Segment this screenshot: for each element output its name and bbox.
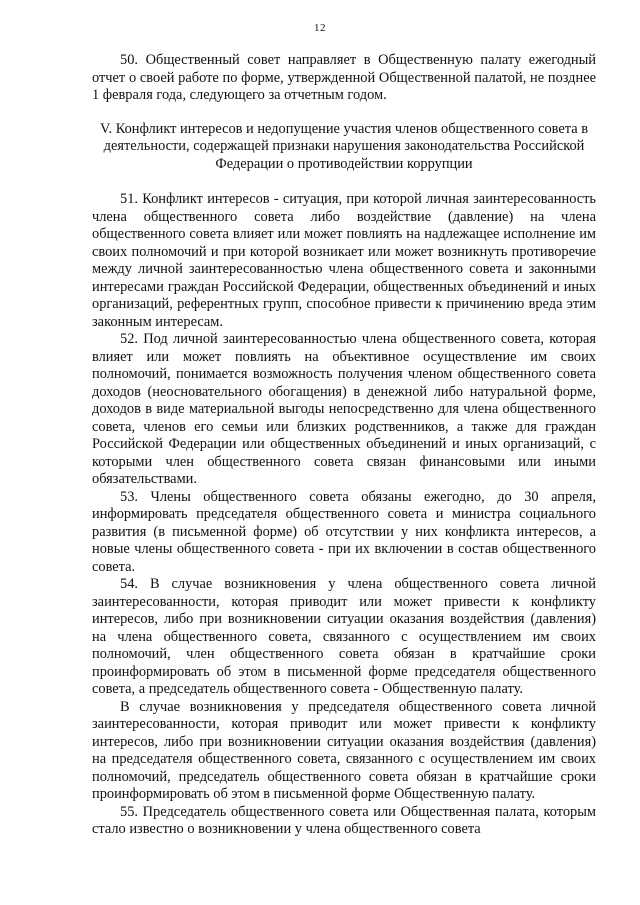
page-number: 12 (314, 22, 326, 34)
paragraph-53: 53. Члены общественного совета обязаны ежегодно, до 30 апреля, информировать председателя общественного совета и министра социального развития (в письменной форме) об отсутствии у них конфликта интересов, а новые члены общественного совета - при их включении в состав общественного совета. (92, 488, 596, 575)
paragraph-51: 51. Конфликт интересов - ситуация, при которой личная заинтересованность члена общественного совета либо воздействие (давление) на члена общественного совета влияет или может повлиять на надлежащее исполнение им своих полномочий и при которой возникает или может возникнуть противоречие между личной заинтересованностью члена общественного совета и законными интересами граждан Российской Федерации, общественных объединений и иных организаций, референтных групп, способное привести к причинению вреда этим законным интересам. (92, 191, 596, 330)
paragraph-54-continuation: В случае возникновения у председателя общественного совета личной заинтересованности, которая приводит или может привести к конфликту интересов, либо при возникновении ситуации оказания воздействия (давления) на председателя общественного совета, связанного с осуществлением им своих полномочий, председатель общественного совета обязан в кратчайшие сроки проинформировать об этом в письменной форме Общественную палату. (92, 698, 596, 802)
document-body (92, 52, 596, 839)
paragraph-54: 54. В случае возникновения у члена общественного совета личной заинтересованности, которая приводит или может привести к конфликту интересов, либо при возникновении ситуации оказания воздействия (давления) на члена общественного совета, связанного с осуществлением им своих полномочий, член общественного совета обязан в кратчайшие сроки проинформировать об этом в письменной форме председателя общественного совета, а председатель общественного совета - Общественную палату. (92, 576, 596, 697)
paragraph-55: 55. Председатель общественного совета или Общественная палата, которым стало известно о возникновении у члена общественного совета (92, 803, 596, 837)
paragraph-52: 52. Под личной заинтересованностью члена общественного совета, которая влияет или может повлиять на объективное осуществление им своих полномочий, понимается возможность получения членом общественного совета доходов (неосновательного обогащения) в денежной либо натуральной форме, доходов в виде материальной выгоды непосредственно для члена общественного совета, членов его семьи или близких родственников, а также для граждан Российской Федерации или общественных объединений и иных организаций, с которыми член общественного совета связан финансовыми или иными обязательствами. (92, 331, 596, 487)
section-heading: V. Конфликт интересов и недопущение участия членов общественного совета в деятельности, содержащей признаки нарушения законодательства Российской Федерации о противодействии коррупции (100, 120, 588, 172)
paragraph-50: 50. Общественный совет направляет в Общественную палату ежегодный отчет о своей работе по форме, утвержденной Общественной палатой, не позднее 1 февраля года, следующего за отчетным годом. (92, 52, 596, 103)
